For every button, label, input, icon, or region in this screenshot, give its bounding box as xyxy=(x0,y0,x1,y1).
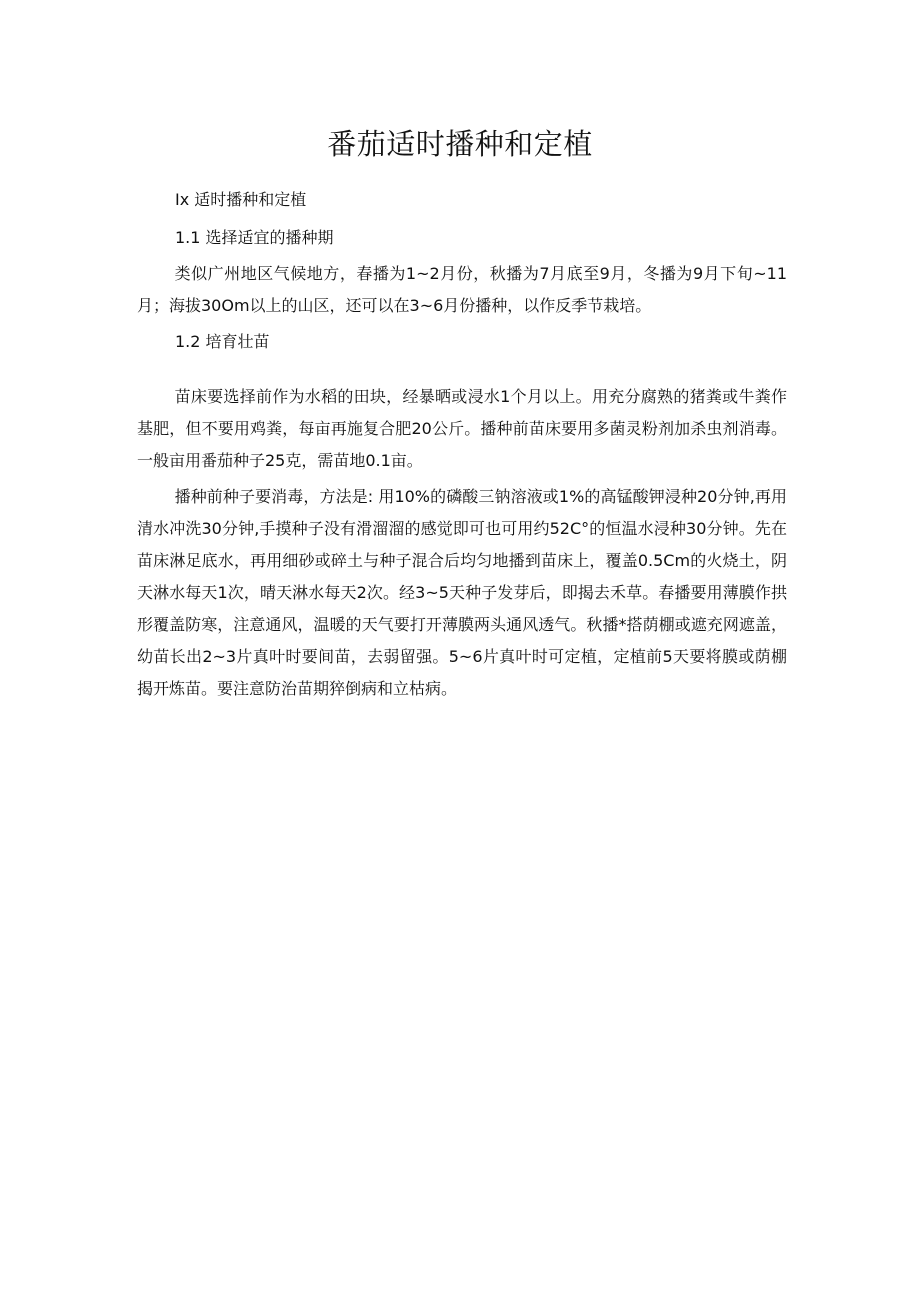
paragraph-sowing-period: 类似广州地区气候地方，春播为1~2月份，秋播为7月底至9月，冬播为9月下旬~11月；海拔30Om以上的山区，还可以在3~6月份播种，以作反季节栽培。 xyxy=(137,264,787,315)
subsection-heading-1-2: 1.2 培育壮苗 xyxy=(175,332,270,351)
paragraph-seed-disinfection: 播种前种子要消毒，方法是: 用10%的磷酸三钠溶液或1%的高锰酸钾浸种20分钟,再用清水冲洗30分钟,手摸种子没有滑溜溜的感觉即可也可用约52C°的恒温水浸种30分钟。先在苗床淋足底水，再用细砂或碎土与种子混合后均匀地播到苗床上，覆盖0.5Cm的火烧土，阴天淋水每天1次，晴天淋水每天2次。经3~5天种子发芽后，即揭去禾草。春播要用薄膜作拱形覆盖防寒，注意通风，温暖的天气要打开薄膜两头通风透气。秋播*搭荫棚或遮充网遮盖，幼苗长出2~3片真叶时要间苗，去弱留强。5~6片真叶时可定植，定植前5天要将膜或荫棚揭开炼苗。要注意防治苗期猝倒病和立枯病。 xyxy=(137,487,787,698)
section-heading-1: Ix 适时播种和定植 xyxy=(175,190,307,209)
document-body xyxy=(137,184,787,705)
document-title: 番茄适时播种和定植 xyxy=(327,127,593,161)
subsection-heading-1-1: 1.1 选择适宜的播种期 xyxy=(175,228,334,247)
paragraph-seedbed: 苗床要选择前作为水稻的田块，经暴晒或浸水1个月以上。用充分腐熟的猪粪或牛粪作基肥，但不要用鸡粪，每亩再施复合肥20公斤。播种前苗床要用多菌灵粉剂加杀虫剂消毒。一般亩用番茄种子25克，需苗地0.1亩。 xyxy=(137,387,787,470)
